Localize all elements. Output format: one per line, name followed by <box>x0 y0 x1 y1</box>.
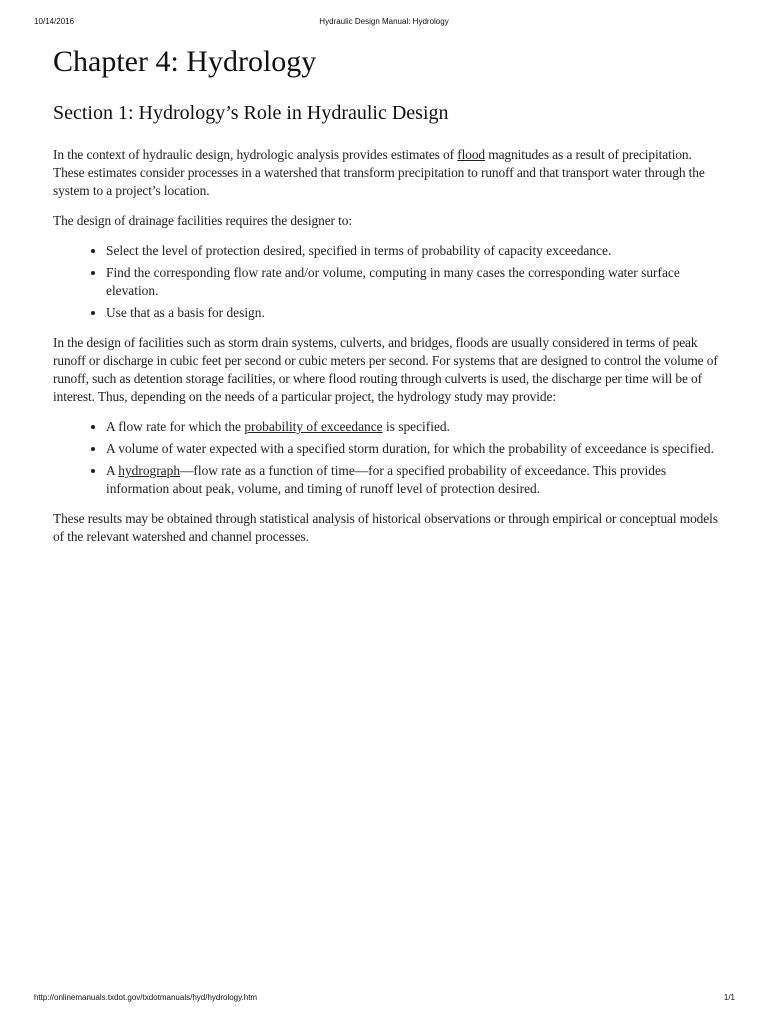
list-item-text: is specified. <box>382 419 450 434</box>
flood-link[interactable]: flood <box>457 147 486 162</box>
print-date: 10/14/2016 <box>34 17 75 26</box>
hydrology-outputs-list <box>53 418 725 498</box>
chapter-title: Chapter 4: Hydrology <box>53 45 317 78</box>
intro-text-before: In the context of hydraulic design, hydrologic analysis provides estimates of <box>53 147 458 162</box>
list-item <box>106 462 725 498</box>
list-item: • A volume of water expected with a specified storm duration, for which the probability of exceedance is specified. <box>106 440 725 458</box>
print-url: http://onlinemanuals.txdot.gov/txdotmanuals/hyd/hydrology.htm <box>34 993 258 1002</box>
list-item-text: —flow rate as a function of time—for a specified probability of exceedance. This provides information about peak, volume, and timing of runoff level of protection desired. <box>106 463 667 496</box>
list-item: • Use that as a basis for design. <box>106 304 725 322</box>
results-paragraph: These results may be obtained through statistical analysis of historical observations or through empirical or conceptual models of the relevant watershed and channel processes. <box>53 511 718 544</box>
print-page-title: Hydraulic Design Manual: Hydrology <box>319 17 449 26</box>
print-header <box>0 17 768 29</box>
list-item-text: A <box>106 463 119 478</box>
document-content <box>53 44 725 558</box>
list-item: • Select the level of protection desired, specified in terms of probability of capacity exceedance. <box>106 242 725 260</box>
list-item: • Find the corresponding flow rate and/or volume, computing in many cases the corresponding water surface elevation. <box>106 264 725 300</box>
intro-paragraph <box>53 146 725 200</box>
hydrograph-link[interactable]: hydrograph <box>118 463 181 478</box>
print-footer <box>0 993 768 1005</box>
list-item <box>106 418 725 436</box>
page-number: 1/1 <box>723 993 735 1002</box>
intro-text-after: magnitudes as a result of precipitation. These estimates consider processes in a watershed that transform precipitation to runoff and that transport water through the system to a project’s location. <box>53 147 705 198</box>
design-requirements-paragraph: The design of drainage facilities requires the designer to: <box>53 213 352 228</box>
facilities-paragraph: In the design of facilities such as storm drain systems, culverts, and bridges, floods are usually considered in terms of peak runoff or discharge in cubic feet per second or cubic meters per second. For systems that are designed to control the volume of runoff, such as detention storage facilities, or where flood routing through culverts is used, the discharge per time will be of interest. Thus, depending on the needs of a particular project, the hydrology study may provide: <box>53 335 718 404</box>
probability-of-exceedance-link[interactable]: probability of exceedance <box>244 419 383 434</box>
list-item-text: A flow rate for which the <box>106 419 245 434</box>
design-requirements-list <box>53 242 725 322</box>
section-title: Section 1: Hydrology’s Role in Hydraulic Design <box>53 102 449 124</box>
